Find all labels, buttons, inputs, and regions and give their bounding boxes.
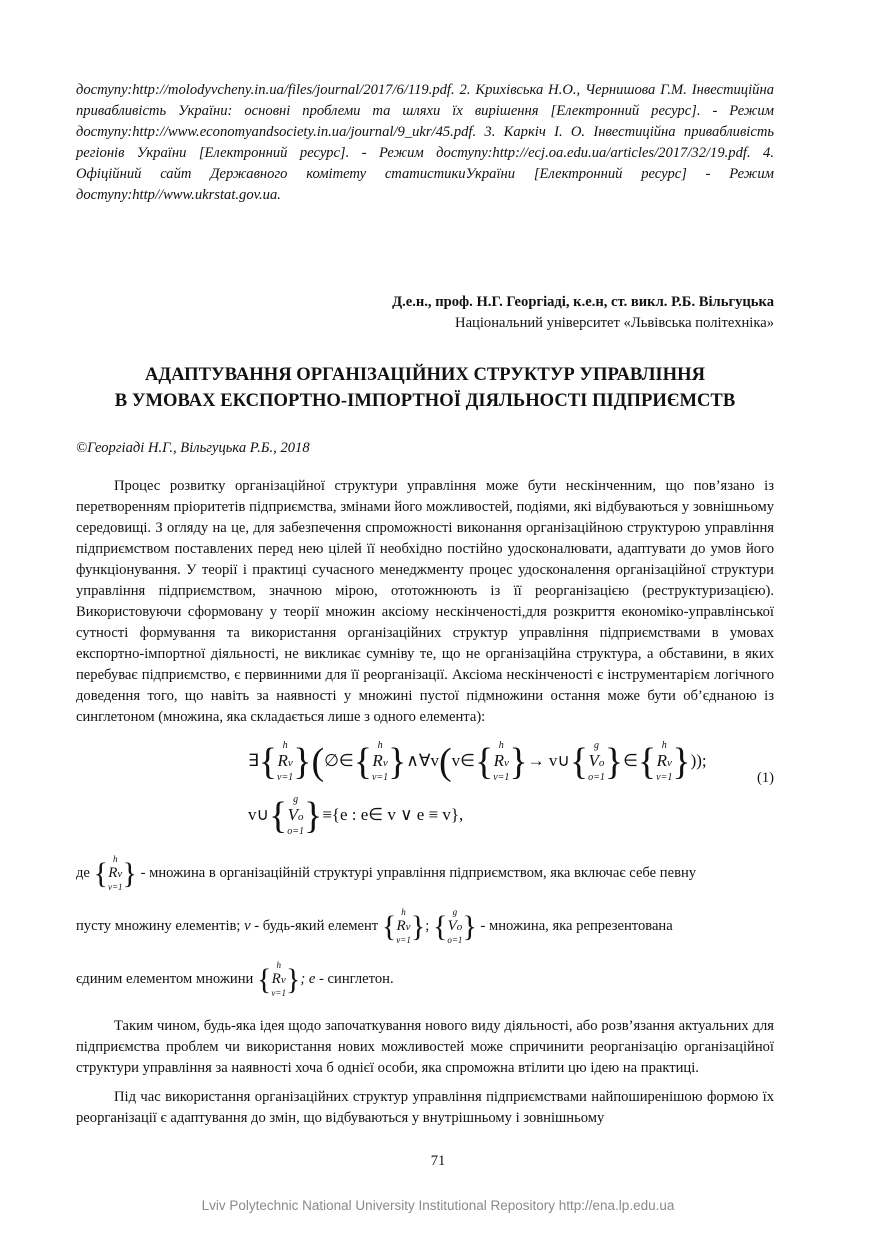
formula-in: ∈: [623, 750, 638, 770]
equation-number: (1): [756, 770, 774, 786]
formula-arrow-union: → v∪: [527, 750, 570, 770]
page-number: 71: [430, 1153, 446, 1169]
author-names: Д.е.н., проф. Н.Г. Георгіаді, к.е.н, ст. викл. Р.Б. Вільгуцька: [392, 294, 774, 310]
formula-set-r: h Rv v=1: [277, 740, 294, 783]
formula-row-2: v∪{ g Vo o=1 }≡{e : e∈ v ∨ e ≡ v},: [248, 794, 464, 837]
formula-set-v-2: g Vo o=1: [287, 794, 304, 837]
paragraph-3: Під час використання організаційних структур управління підприємствами найпоширенішою формою їх реорганізації є адаптування до змін, що відбуваються у внутрішньому і зовнішньому: [76, 1089, 774, 1126]
references: [76, 80, 774, 206]
formula-exists: ∃: [248, 750, 259, 770]
page-body: [76, 80, 774, 1129]
paragraph-2: Таким чином, будь-яка ідея щодо започаткування нового виду діяльності, або розв’язання актуальних для підприємства проблем чи використання нових можливостей може спричинити реорганізацію організаційної структури управління за наявності хоча б однієї особи, яка спроможна втілити цю ідею на практиці.: [76, 1018, 774, 1076]
formula-set-r-3: h Rv v=1: [493, 740, 510, 783]
formula-1: [76, 732, 774, 840]
copyright: ©Георгіаді Н.Г., Вільгуцька Р.Б., 2018: [76, 440, 310, 456]
formula-end: ));: [690, 750, 707, 770]
title-line-2: В УМОВАХ ЕКСПОРТНО-ІМПОРТНОЇ ДІЯЛЬНОСТІ ПІДПРИЄМСТВ: [114, 390, 736, 411]
definition-line-3: єдиним елементом множини { h Rv v=1 }; e - синглетон.: [76, 960, 394, 998]
references-text: доступу:http://molodyvcheny.in.ua/files/journal/2017/6/119.pdf. 2. Крихівська Н.О., Чернишова Г.М. Інвестиційна привабливість України: основні проблеми та шляхи їх вирішення [Електронний ресурс]. - Режим доступу:http://www.economyandsociety.in.ua/journal/9_ukr/45.pdf. 3. Каркіч І. О. Інвестиційна привабливість регіонів України [Електронний ресурс]. - Режим доступу:http://ecj.oa.edu.ua/articles/2017/32/19.pdf. 4. Офіційний сайт Державного комітету статистикиУкраїни [Електронний ресурс] - Режим доступу:http//www.ukrstat.gov.ua.: [76, 82, 774, 203]
formula-set-r-2: h Rv v=1: [371, 740, 389, 783]
formula-equiv-def: ≡{e : e∈ v ∨ e ≡ v},: [322, 804, 464, 824]
affiliation: Національний університет «Львівська політехніка»: [455, 315, 774, 331]
definition-line-2: пусту множину елементів; v - будь-який елемент { h Rv v=1 }; { g Vo o=1 } - множина, яка репрезентована: [76, 907, 673, 945]
authors-block: [76, 292, 774, 334]
paragraph-1: Процес розвитку організаційної структури управління може бути нескінченним, що пов’язано із перетворенням пріоритетів підприємства, змінами його можливостей, подіями, які відбуваються у зовнішньому середовищі. З огляду на це, для забезпечення спроможності виконання організаційною структурою управління підприємством поставлених перед нею цілей її необхідно постійно удосконалювати, адаптувати до умов його функціонування. У теорії і практиці сучасного менеджменту процес удосконалення організаційної структури управління підприємством, значною мірою, ототожнюють із її реорганізацією (реструктуризацією). Використовуючи сформовану у теорії множин аксіому нескінченості,для розкриття економіко-управлінської сутності формування та використання організаційних структур управління підприємствами в умовах експортно-імпортної діяльності, не викликає сумніву те, що не організаційна структура, а обставини, в яких перебуває підприємство, є первинними для її реорганізації. Аксіома нескінченості є інструментарієм логічного доведення того, що навіть за наявності у множині пустої підмножини остання може бути об’єднаною із синглетоном (множина, яка складається лише з одного елемента):: [76, 478, 774, 725]
repository-footer: Lviv Polytechnic National University Institutional Repository http://ena.lp.edu.ua: [201, 1198, 675, 1213]
definition-line-1: де { h Rv v=1 } - множина в організаційній структурі управління підприємством, яка включає себе певну: [76, 854, 697, 892]
formula-v-in: v∈: [451, 750, 475, 770]
formula-and-forall: ∧∀v: [406, 750, 439, 770]
title-line-1: АДАПТУВАННЯ ОРГАНІЗАЦІЙНИХ СТРУКТУР УПРАВЛІННЯ: [144, 364, 706, 385]
formula-row-1: ∃{ h Rv v=1 }(∅∈{ h Rv v=1 }∧∀v(v∈{ h Rv v=1 }→ v∪{ g Vo o=1 }∈{ h Rv v=1 }));: [248, 740, 707, 783]
formula-empty-in: ∅∈: [324, 750, 354, 770]
formula-set-r-4: h Rv v=1: [656, 740, 673, 783]
formula-set-v: g Vo o=1: [588, 740, 605, 783]
formula-v-union: v∪: [248, 804, 269, 824]
article-title: [76, 362, 774, 414]
definitions: [76, 854, 774, 999]
